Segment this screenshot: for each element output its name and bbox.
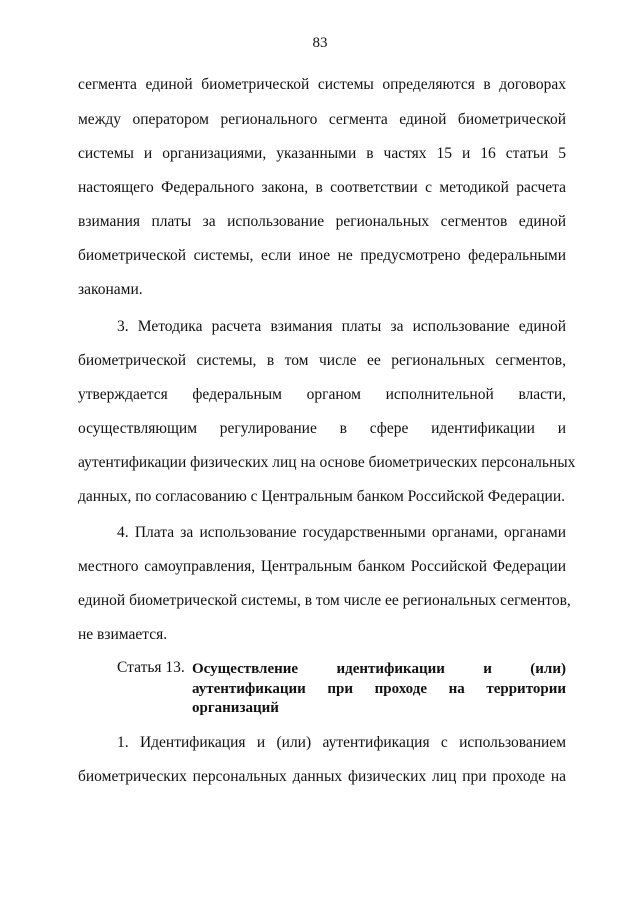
text-line: системы и организациями, указанными в частях 15 и 16 статьи 5 [78,145,566,162]
text-line: сегмента единой биометрической системы определяются в договорах [78,76,566,93]
text-line: 1. Идентификация и (или) аутентификация с использованием [117,734,566,751]
text-line: местного самоуправления, Центральным банком Российской Федерации [78,558,566,575]
text-line: данных, по согласованию с Центральным банком Российской Федерации. [78,488,566,505]
text-line: взимания платы за использование региональных сегментов единой [78,213,566,230]
text-line: 3. Методика расчета взимания платы за использование единой [117,318,566,335]
article-title-line: аутентификации при проходе на территории [192,681,566,697]
text-line: осуществляющим регулирование в сфере идентификации и [78,420,566,437]
article-label: Статья 13. [117,659,185,676]
page-number: 83 [312,35,328,51]
text-line: утверждается федеральным органом исполнительной власти, [78,386,566,403]
article-title-line: организаций [192,700,279,716]
text-line: не взимается. [78,626,168,643]
text-line: законами. [78,281,143,298]
text-line: настоящего Федерального закона, в соответствии с методикой расчета [78,179,566,196]
text-line: единой биометрической системы, в том числе ее региональных сегментов, [78,592,571,609]
text-line: биометрических персональных данных физических лиц при проходе на [78,768,566,785]
article-title-line: Осуществление идентификации и (или) [192,661,566,677]
text-line: 4. Плата за использование государственными органами, органами [117,524,566,541]
text-line: биометрической системы, если иное не предусмотрено федеральными [78,247,566,264]
text-line: между оператором регионального сегмента единой биометрической [78,111,566,128]
text-line: биометрической системы, в том числе ее региональных сегментов, [78,352,566,369]
text-line: аутентификации физических лиц на основе биометрических персональных [78,454,576,471]
